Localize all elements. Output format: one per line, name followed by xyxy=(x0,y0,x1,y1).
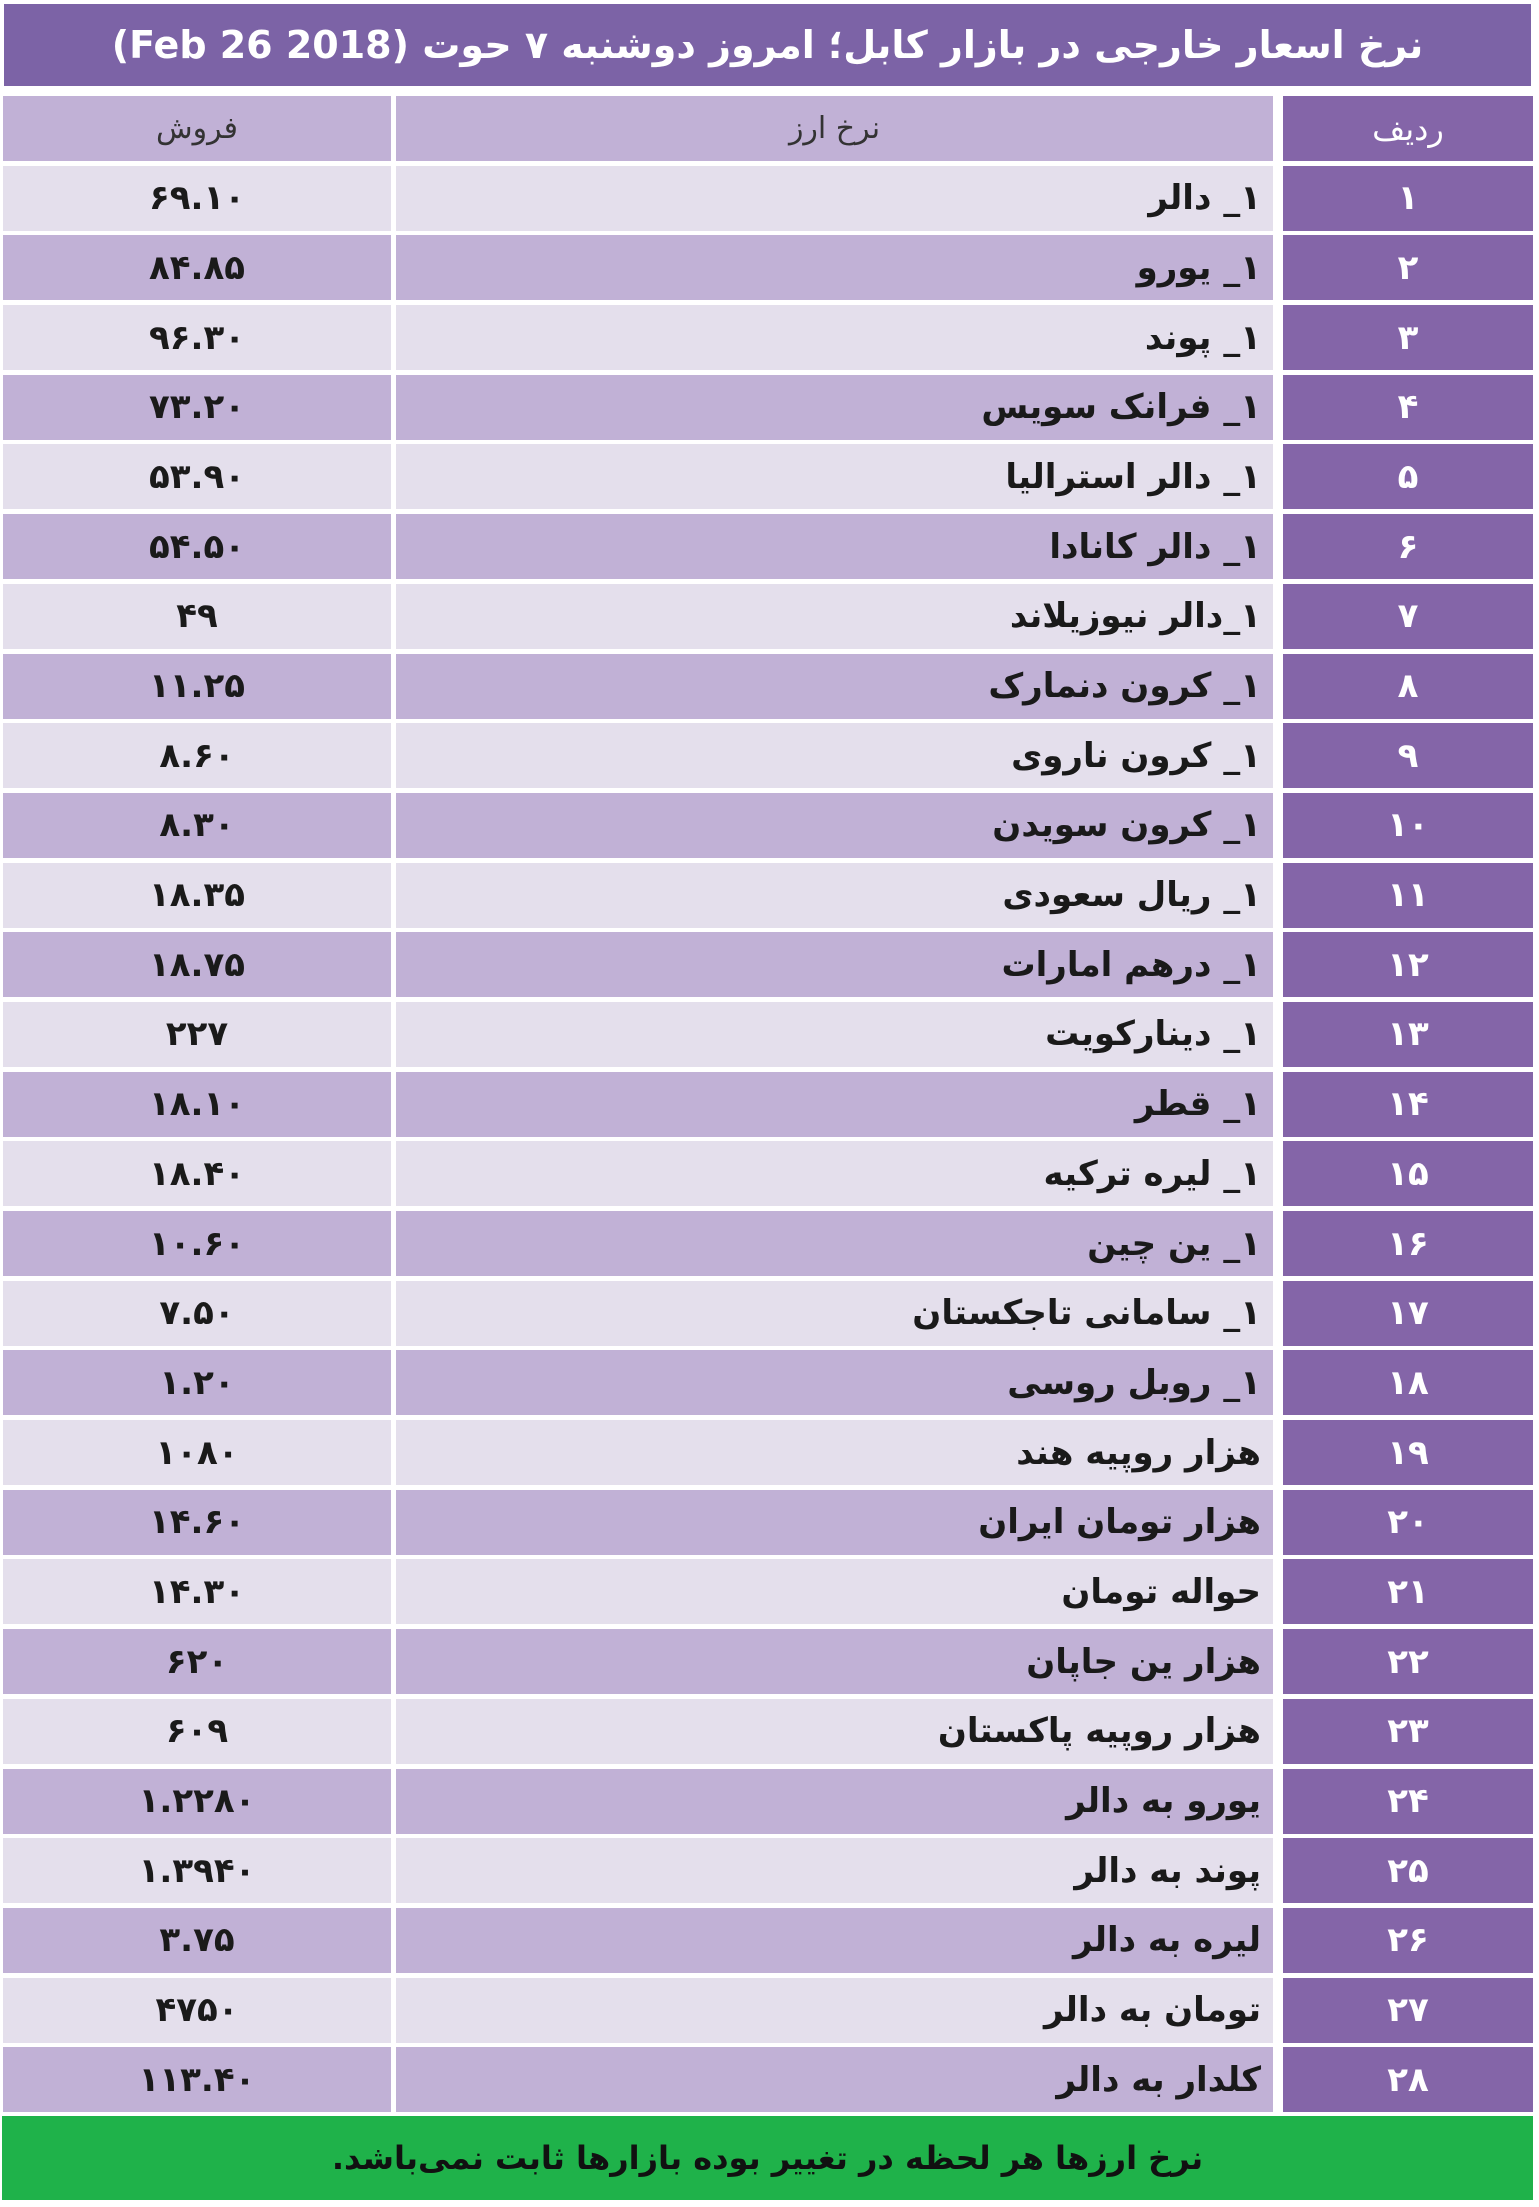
sell-rate-cell: ۱۸.۴۰ xyxy=(3,1141,391,1206)
row-number-cell: ۲۲ xyxy=(1283,1629,1533,1694)
table-row xyxy=(0,1836,1539,1906)
table-row xyxy=(0,442,1539,512)
row-number-cell: ۲۱ xyxy=(1283,1559,1533,1624)
row-number-cell: ۲۳ xyxy=(1283,1699,1533,1764)
table-row xyxy=(0,582,1539,652)
sell-rate-cell: ۲۲۷ xyxy=(3,1002,391,1067)
table-row xyxy=(0,1000,1539,1070)
sell-rate-cell: ۸۴.۸۵ xyxy=(3,235,391,300)
sell-rate-cell: ۸.۳۰ xyxy=(3,793,391,858)
currency-name-cell: هزار ین جاپان xyxy=(396,1629,1273,1694)
sell-rate-cell: ۱۸.۳۵ xyxy=(3,863,391,928)
currency-name-cell: ۱_ روبل روسی xyxy=(396,1350,1273,1415)
currency-name-cell: ۱_ ریال سعودی xyxy=(396,863,1273,928)
row-number-cell: ۲۷ xyxy=(1283,1978,1533,2043)
currency-name-cell: هزار روپیه پاکستان xyxy=(396,1699,1273,1764)
row-number-cell: ۱۴ xyxy=(1283,1072,1533,1137)
table-row xyxy=(0,1697,1539,1767)
table-row xyxy=(0,1070,1539,1140)
row-number-cell: ۱۵ xyxy=(1283,1141,1533,1206)
sell-rate-cell: ۶۹.۱۰ xyxy=(3,166,391,231)
sell-rate-cell: ۱۱۳.۴۰ xyxy=(3,2047,391,2112)
page-title: نرخ اسعار خارجی در بازار کابل؛ امروز دوشنبه ۷ حوت (Feb 26 2018) xyxy=(111,23,1424,67)
table-row xyxy=(0,1906,1539,1976)
table-row xyxy=(0,2045,1539,2115)
currency-name-cell: هزار تومان ایران xyxy=(396,1490,1273,1555)
currency-name-cell: ۱_دالر نیوزیلاند xyxy=(396,584,1273,649)
sell-rate-cell: ۱.۳۹۴۰ xyxy=(3,1838,391,1903)
sell-rate-cell: ۸.۶۰ xyxy=(3,723,391,788)
sell-rate-cell: ۴۷۵۰ xyxy=(3,1978,391,2043)
currency-name-cell: کلدار به دالر xyxy=(396,2047,1273,2112)
footer-note-bar xyxy=(2,2116,1533,2200)
currency-name-cell: تومان به دالر xyxy=(396,1978,1273,2043)
table-row xyxy=(0,164,1539,234)
sell-rate-cell: ۱۰۸۰ xyxy=(3,1420,391,1485)
currency-name-cell: ۱_ یورو xyxy=(396,235,1273,300)
currency-name-cell: یورو به دالر xyxy=(396,1769,1273,1834)
table-row xyxy=(0,1139,1539,1209)
currency-name-cell: ۱_ دالر کانادا xyxy=(396,514,1273,579)
table-body xyxy=(0,164,1539,2115)
row-number-cell: ۱۹ xyxy=(1283,1420,1533,1485)
table-row xyxy=(0,1348,1539,1418)
currency-name-cell: ۱_ دالر xyxy=(396,166,1273,231)
row-number-cell: ۸ xyxy=(1283,654,1533,719)
row-number-cell: ۱۶ xyxy=(1283,1211,1533,1276)
sell-rate-cell: ۱.۲۰ xyxy=(3,1350,391,1415)
currency-name-cell: حواله تومان xyxy=(396,1559,1273,1624)
row-number-cell: ۶ xyxy=(1283,514,1533,579)
row-number-cell: ۹ xyxy=(1283,723,1533,788)
currency-name-cell: ۱_ سامانی تاجکستان xyxy=(396,1281,1273,1346)
sell-rate-cell: ۱۴.۶۰ xyxy=(3,1490,391,1555)
table-row xyxy=(0,652,1539,722)
row-number-cell: ۲۴ xyxy=(1283,1769,1533,1834)
table-row xyxy=(0,721,1539,791)
currency-name-cell: ۱_ کرون ناروی xyxy=(396,723,1273,788)
sell-rate-cell: ۷۳.۲۰ xyxy=(3,375,391,440)
row-number-cell: ۱۰ xyxy=(1283,793,1533,858)
row-number-cell: ۴ xyxy=(1283,375,1533,440)
sell-rate-cell: ۴۹ xyxy=(3,584,391,649)
row-number-cell: ۲۶ xyxy=(1283,1908,1533,1973)
row-number-cell: ۳ xyxy=(1283,305,1533,370)
table-row xyxy=(0,861,1539,931)
table-header-row xyxy=(0,94,1539,164)
table-row xyxy=(0,303,1539,373)
row-number-cell: ۱۷ xyxy=(1283,1281,1533,1346)
sell-rate-cell: ۵۳.۹۰ xyxy=(3,444,391,509)
sell-rate-cell: ۱۸.۷۵ xyxy=(3,932,391,997)
row-number-cell: ۷ xyxy=(1283,584,1533,649)
sell-rate-cell: ۱۴.۳۰ xyxy=(3,1559,391,1624)
table-row xyxy=(0,1279,1539,1349)
table-row xyxy=(0,233,1539,303)
sell-rate-cell: ۱۰.۶۰ xyxy=(3,1211,391,1276)
sell-rate-cell: ۱.۲۲۸۰ xyxy=(3,1769,391,1834)
header-sell: فروش xyxy=(3,96,391,161)
currency-name-cell: ۱_ فرانک سویس xyxy=(396,375,1273,440)
currency-name-cell: ۱_ لیره ترکیه xyxy=(396,1141,1273,1206)
header-row-number: ردیف xyxy=(1283,96,1533,161)
table-row xyxy=(0,1209,1539,1279)
table-row xyxy=(0,1767,1539,1837)
row-number-cell: ۱ xyxy=(1283,166,1533,231)
title-bar xyxy=(2,2,1533,88)
table-row xyxy=(0,1557,1539,1627)
currency-name-cell: ۱_ ین چین xyxy=(396,1211,1273,1276)
sell-rate-cell: ۶۰۹ xyxy=(3,1699,391,1764)
row-number-cell: ۲۵ xyxy=(1283,1838,1533,1903)
sell-rate-cell: ۹۶.۳۰ xyxy=(3,305,391,370)
currency-name-cell: ۱_ قطر xyxy=(396,1072,1273,1137)
row-number-cell: ۲۸ xyxy=(1283,2047,1533,2112)
table-row xyxy=(0,1976,1539,2046)
row-number-cell: ۱۱ xyxy=(1283,863,1533,928)
table-row xyxy=(0,512,1539,582)
currency-name-cell: پوند به دالر xyxy=(396,1838,1273,1903)
sell-rate-cell: ۱۱.۲۵ xyxy=(3,654,391,719)
table-row xyxy=(0,1488,1539,1558)
row-number-cell: ۲۰ xyxy=(1283,1490,1533,1555)
table-row xyxy=(0,1418,1539,1488)
currency-name-cell: ۱_ کرون دنمارک xyxy=(396,654,1273,719)
footer-note: نرخ ارزها هر لحظه در تغییر بوده بازارها ثابت نمی‌باشد. xyxy=(331,2139,1204,2177)
row-number-cell: ۱۳ xyxy=(1283,1002,1533,1067)
table-row xyxy=(0,930,1539,1000)
currency-name-cell: ۱_ پوند xyxy=(396,305,1273,370)
currency-name-cell: ۱_ دالر استرالیا xyxy=(396,444,1273,509)
sell-rate-cell: ۷.۵۰ xyxy=(3,1281,391,1346)
currency-name-cell: ۱_ دینارکویت xyxy=(396,1002,1273,1067)
table-row xyxy=(0,1627,1539,1697)
sell-rate-cell: ۶۲۰ xyxy=(3,1629,391,1694)
currency-name-cell: ۱_ کرون سویدن xyxy=(396,793,1273,858)
row-number-cell: ۱۸ xyxy=(1283,1350,1533,1415)
currency-name-cell: هزار روپیه هند xyxy=(396,1420,1273,1485)
exchange-rate-table xyxy=(0,94,1539,2115)
sell-rate-cell: ۱۸.۱۰ xyxy=(3,1072,391,1137)
table-row xyxy=(0,791,1539,861)
row-number-cell: ۵ xyxy=(1283,444,1533,509)
currency-name-cell: ۱_ درهم امارات xyxy=(396,932,1273,997)
currency-name-cell: لیره به دالر xyxy=(396,1908,1273,1973)
sell-rate-cell: ۵۴.۵۰ xyxy=(3,514,391,579)
row-number-cell: ۲ xyxy=(1283,235,1533,300)
row-number-cell: ۱۲ xyxy=(1283,932,1533,997)
header-currency: نرخ ارز xyxy=(396,96,1273,161)
sell-rate-cell: ۳.۷۵ xyxy=(3,1908,391,1973)
table-row xyxy=(0,373,1539,443)
